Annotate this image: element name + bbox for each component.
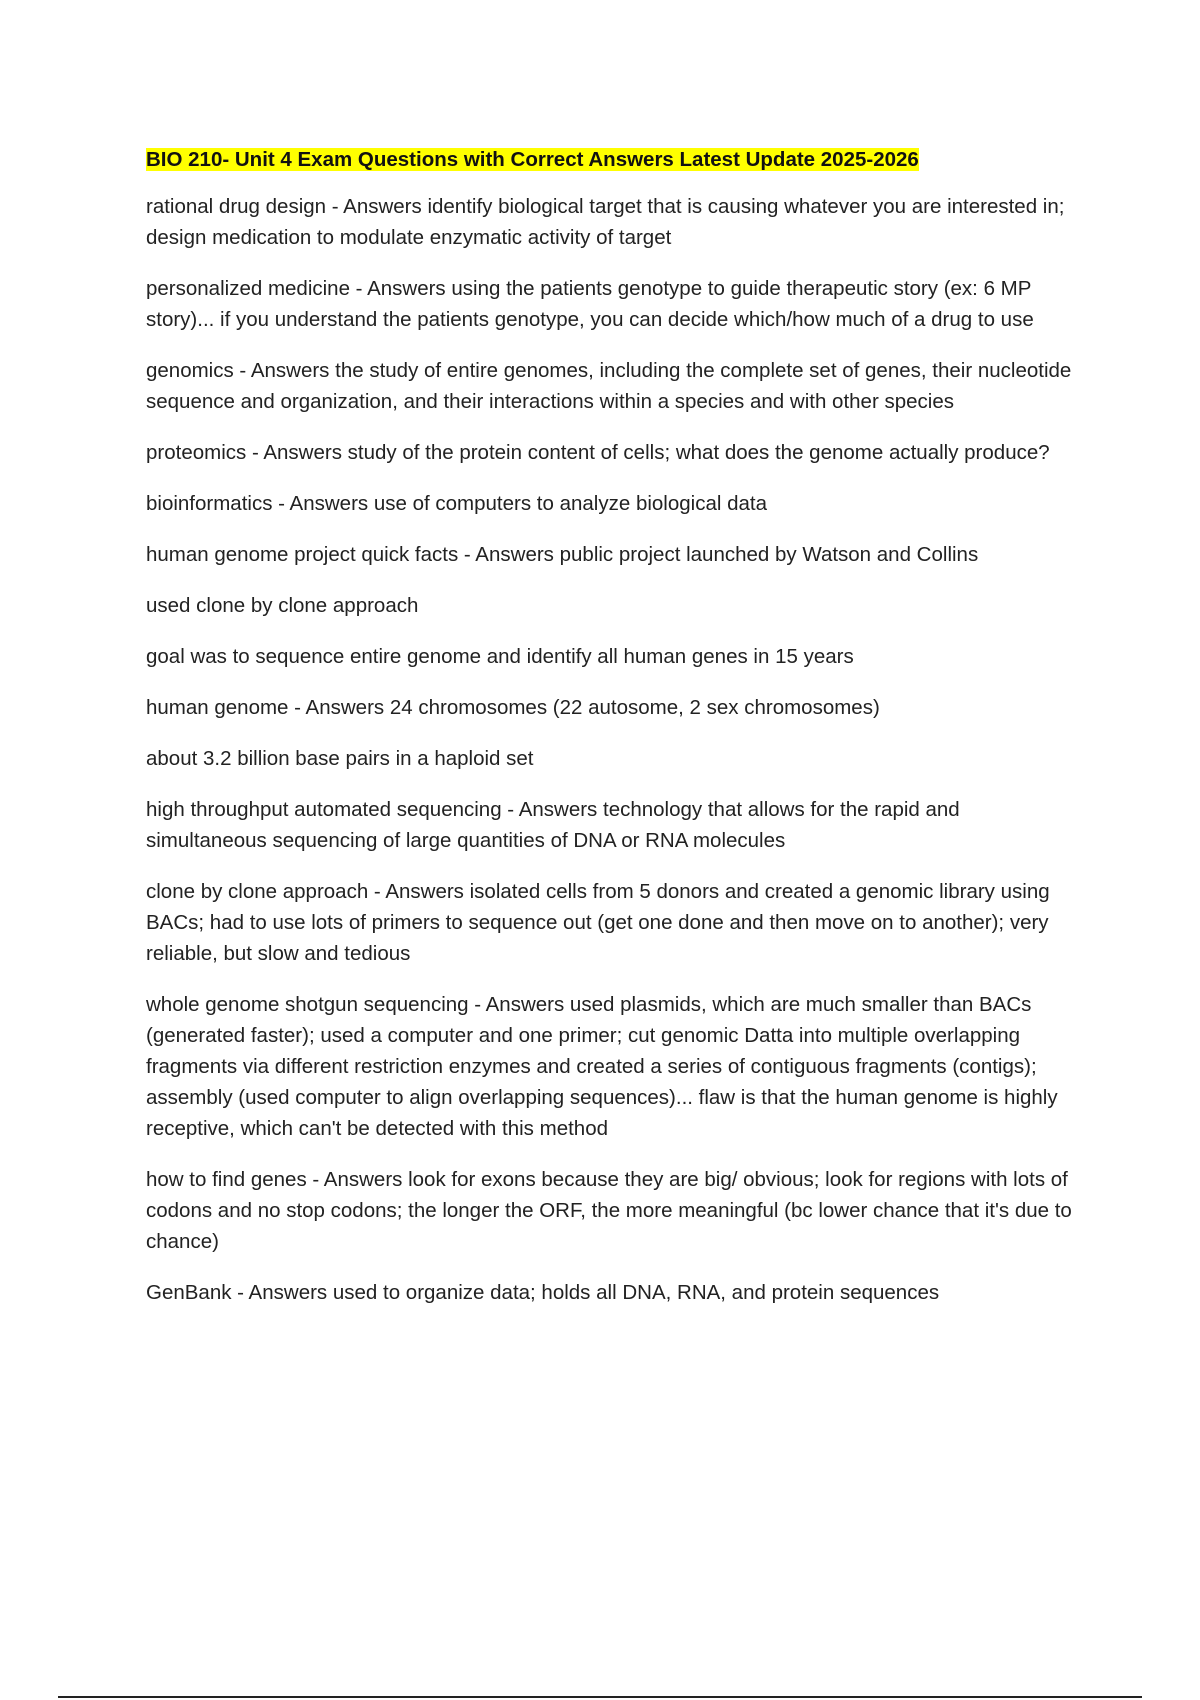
entry-goal-note: goal was to sequence entire genome and identify all human genes in 15 years [146, 645, 854, 668]
document-title: BIO 210- Unit 4 Exam Questions with Correct Answers Latest Update 2025-2026 [146, 148, 919, 171]
entry-clone-by-clone-note: used clone by clone approach [146, 594, 419, 617]
entry-high-throughput-sequencing: high throughput automated sequencing - Answers technology that allows for the rapid and simultaneous sequencing of large quantities of DNA or RNA molecules [146, 798, 960, 852]
entry-human-genome: human genome - Answers 24 chromosomes (22 autosome, 2 sex chromosomes) [146, 696, 880, 719]
entry-base-pairs-note: about 3.2 billion base pairs in a haploid set [146, 747, 534, 770]
entry-whole-genome-shotgun: whole genome shotgun sequencing - Answers used plasmids, which are much smaller than BACs (generated faster); used a computer and one primer; cut genomic Datta into multiple overlapping fragments via different restriction enzymes and created a series of contiguous fragments (contigs); assembly (used computer to align overlapping sequences)... flaw is that the human genome is highly receptive, which can't be detected with this method [146, 993, 1058, 1140]
entry-how-to-find-genes: how to find genes - Answers look for exons because they are big/ obvious; look for regions with lots of codons and no stop codons; the longer the ORF, the more meaningful (bc lower chance that it's due to chance) [146, 1168, 1072, 1253]
page-bottom-divider [58, 1696, 1142, 1698]
entry-genomics: genomics - Answers the study of entire genomes, including the complete set of genes, their nucleotide sequence and organization, and their interactions within a species and with other species [146, 359, 1072, 413]
entry-bioinformatics: bioinformatics - Answers use of computers to analyze biological data [146, 492, 768, 515]
entry-rational-drug-design: rational drug design - Answers identify biological target that is causing whatever you are interested in; design medication to modulate enzymatic activity of target [146, 195, 1065, 249]
entry-genbank: GenBank - Answers used to organize data; holds all DNA, RNA, and protein sequences [146, 1281, 940, 1304]
title-block [146, 145, 1086, 177]
entry-personalized-medicine: personalized medicine - Answers using the patients genotype to guide therapeutic story (ex: 6 MP story)... if you understand the patients genotype, you can decide which/how much of a drug to use [146, 277, 1034, 331]
entry-clone-by-clone-approach: clone by clone approach - Answers isolated cells from 5 donors and created a genomic library using BACs; had to use lots of primers to sequence out (get one done and then move on to another); very reliable, but slow and tedious [146, 880, 1050, 965]
entry-human-genome-project: human genome project quick facts - Answers public project launched by Watson and Collins [146, 543, 979, 566]
entry-proteomics: proteomics - Answers study of the protein content of cells; what does the genome actually produce? [146, 441, 1050, 464]
document-body [146, 145, 1086, 1328]
